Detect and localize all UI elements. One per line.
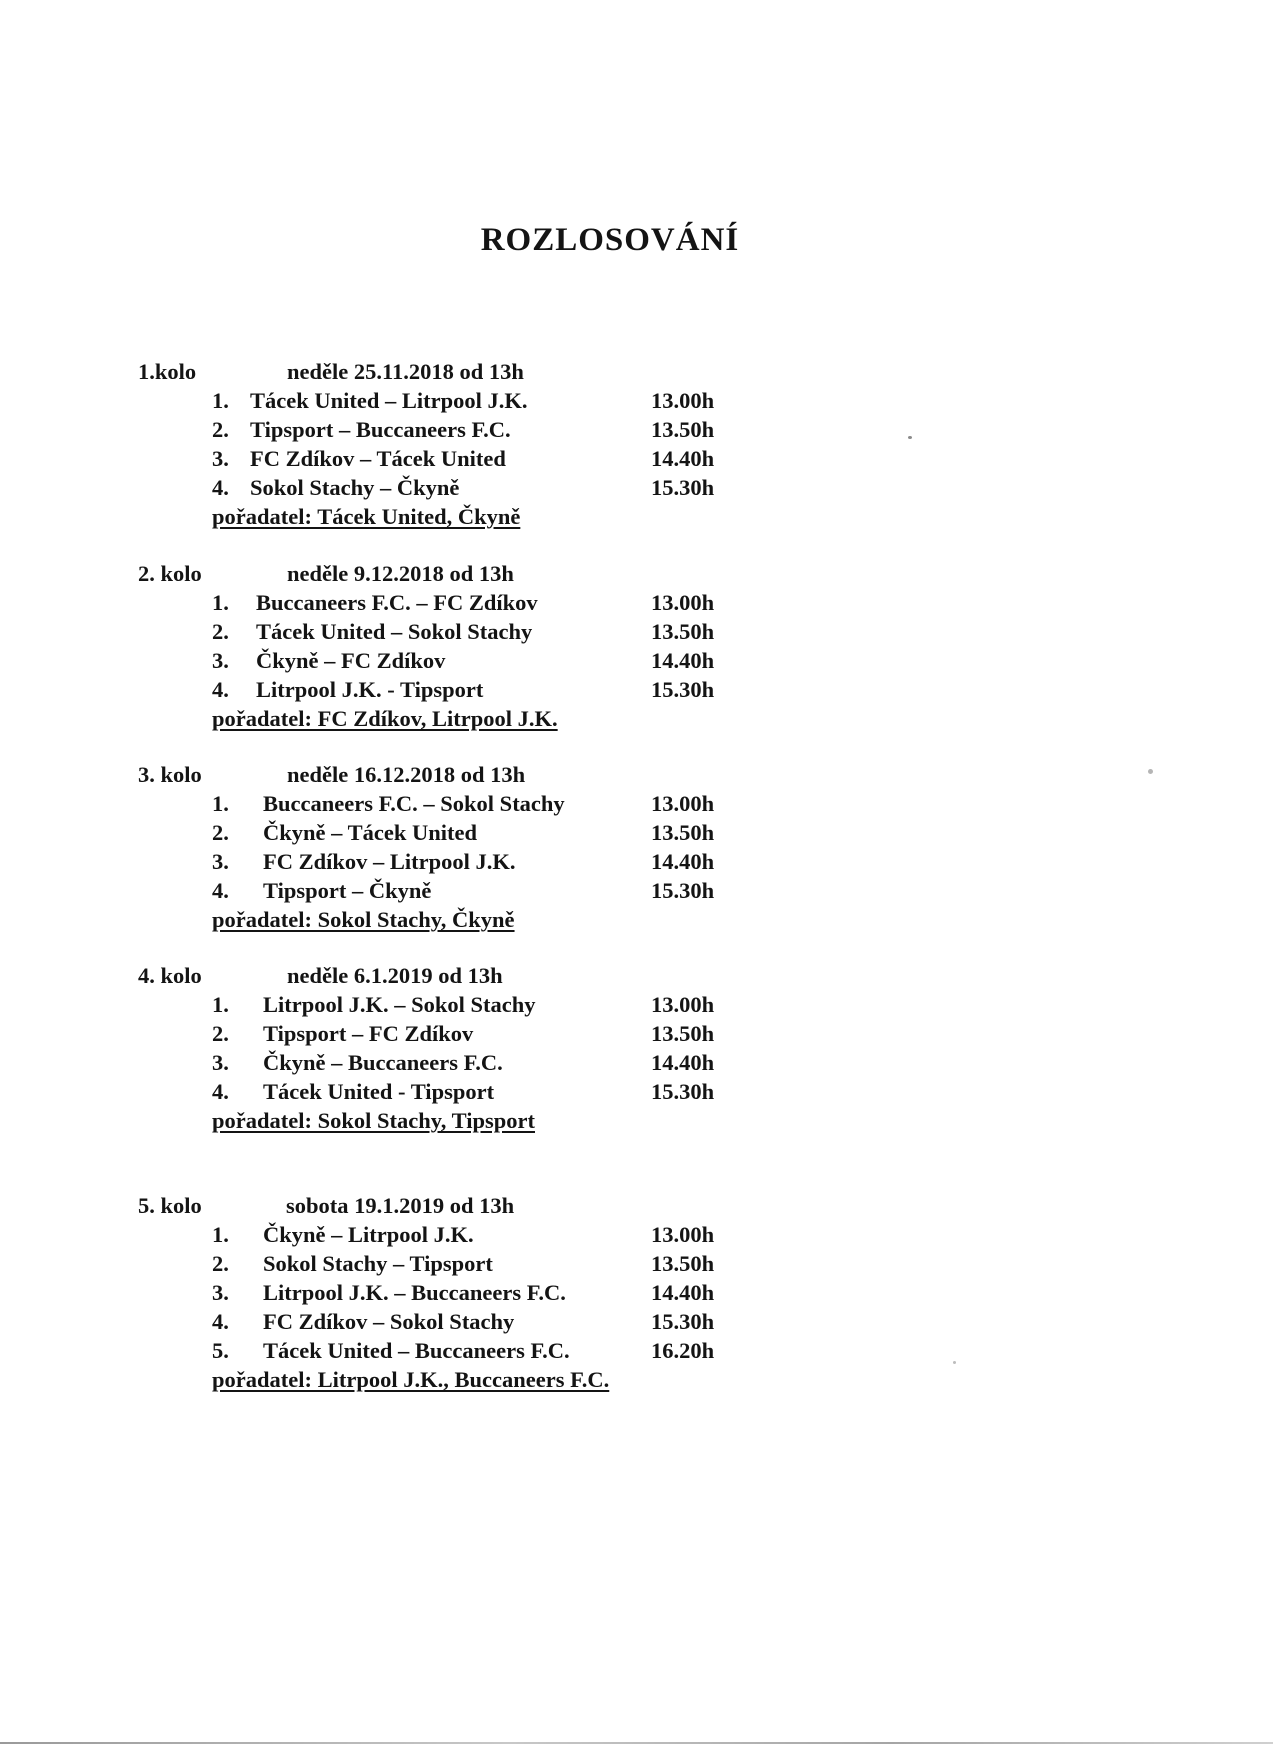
match-number: 3. bbox=[212, 446, 229, 471]
match-teams: Litrpool J.K. - Tipsport bbox=[256, 677, 484, 702]
match-row bbox=[0, 590, 1273, 619]
match-number: 2. bbox=[212, 820, 229, 845]
match-row bbox=[0, 849, 1273, 878]
match-time: 13.00h bbox=[651, 1222, 715, 1247]
round-date: neděle 25.11.2018 od 13h bbox=[287, 359, 524, 384]
match-time: 15.30h bbox=[651, 1079, 715, 1104]
match-time: 13.50h bbox=[651, 820, 715, 845]
match-time: 14.40h bbox=[651, 648, 715, 673]
match-teams: Tipsport – Čkyně bbox=[263, 878, 432, 903]
round-date: neděle 6.1.2019 od 13h bbox=[287, 963, 503, 988]
round-header bbox=[0, 762, 1273, 791]
match-teams: FC Zdíkov – Litrpool J.K. bbox=[263, 849, 516, 874]
match-row bbox=[0, 791, 1273, 820]
organizer-text: pořadatel: FC Zdíkov, Litrpool J.K. bbox=[212, 706, 558, 731]
page-title: ROZLOSOVÁNÍ bbox=[480, 222, 740, 258]
match-row bbox=[0, 388, 1273, 417]
match-number: 5. bbox=[212, 1338, 229, 1363]
match-number: 4. bbox=[212, 475, 229, 500]
match-row bbox=[0, 648, 1273, 677]
scan-edge-line bbox=[0, 1742, 1273, 1744]
match-teams: Sokol Stachy – Čkyně bbox=[250, 475, 460, 500]
scan-speck bbox=[953, 1361, 956, 1364]
match-number: 4. bbox=[212, 1079, 229, 1104]
match-teams: Čkyně – FC Zdíkov bbox=[256, 648, 446, 673]
match-time: 15.30h bbox=[651, 878, 715, 903]
round-label: 4. kolo bbox=[138, 963, 202, 988]
match-time: 13.00h bbox=[651, 992, 715, 1017]
round-label: 3. kolo bbox=[138, 762, 202, 787]
match-time: 13.00h bbox=[651, 590, 715, 615]
match-row bbox=[0, 677, 1273, 706]
round-organizer bbox=[0, 907, 1273, 936]
match-teams: Tácek United – Buccaneers F.C. bbox=[263, 1338, 570, 1363]
match-teams: Tácek United – Litrpool J.K. bbox=[250, 388, 528, 413]
match-row bbox=[0, 446, 1273, 475]
match-teams: Buccaneers F.C. – Sokol Stachy bbox=[263, 791, 565, 816]
match-row bbox=[0, 1021, 1273, 1050]
match-teams: Sokol Stachy – Tipsport bbox=[263, 1251, 493, 1276]
match-teams: Tácek United - Tipsport bbox=[263, 1079, 495, 1104]
match-time: 15.30h bbox=[651, 475, 715, 500]
organizer-text: pořadatel: Sokol Stachy, Čkyně bbox=[212, 907, 515, 932]
match-teams: Čkyně – Tácek United bbox=[263, 820, 477, 845]
match-time: 14.40h bbox=[651, 1280, 715, 1305]
match-number: 4. bbox=[212, 1309, 229, 1334]
round-organizer bbox=[0, 1367, 1273, 1396]
match-row bbox=[0, 1338, 1273, 1367]
match-teams: Litrpool J.K. – Buccaneers F.C. bbox=[263, 1280, 566, 1305]
match-time: 15.30h bbox=[651, 677, 715, 702]
match-time: 13.00h bbox=[651, 791, 715, 816]
match-row bbox=[0, 820, 1273, 849]
match-teams: Tipsport – FC Zdíkov bbox=[263, 1021, 474, 1046]
round-4 bbox=[0, 963, 1273, 1137]
match-number: 4. bbox=[212, 878, 229, 903]
organizer-text: pořadatel: Sokol Stachy, Tipsport bbox=[212, 1108, 535, 1133]
round-2 bbox=[0, 561, 1273, 735]
round-date: sobota 19.1.2019 od 13h bbox=[286, 1193, 515, 1218]
match-time: 13.50h bbox=[651, 417, 715, 442]
round-label: 1.kolo bbox=[138, 359, 197, 384]
match-number: 2. bbox=[212, 619, 229, 644]
match-row bbox=[0, 878, 1273, 907]
organizer-text: pořadatel: Litrpool J.K., Buccaneers F.C. bbox=[212, 1367, 610, 1392]
match-row bbox=[0, 1222, 1273, 1251]
match-teams: Čkyně – Buccaneers F.C. bbox=[263, 1050, 503, 1075]
round-5 bbox=[0, 1193, 1273, 1396]
match-teams: FC Zdíkov – Tácek United bbox=[250, 446, 506, 471]
match-number: 3. bbox=[212, 1050, 229, 1075]
match-time: 13.50h bbox=[651, 619, 715, 644]
match-number: 1. bbox=[212, 992, 229, 1017]
match-number: 3. bbox=[212, 849, 229, 874]
match-row bbox=[0, 1251, 1273, 1280]
round-organizer bbox=[0, 504, 1273, 533]
match-time: 14.40h bbox=[651, 1050, 715, 1075]
match-time: 16.20h bbox=[651, 1338, 715, 1363]
round-header bbox=[0, 359, 1273, 388]
match-time: 15.30h bbox=[651, 1309, 715, 1334]
match-time: 13.00h bbox=[651, 388, 715, 413]
scan-speck bbox=[1148, 769, 1153, 774]
match-number: 3. bbox=[212, 648, 229, 673]
round-header bbox=[0, 1193, 1273, 1222]
match-teams: Litrpool J.K. – Sokol Stachy bbox=[263, 992, 536, 1017]
round-organizer bbox=[0, 1108, 1273, 1137]
match-row bbox=[0, 1280, 1273, 1309]
scan-speck bbox=[908, 436, 912, 439]
match-number: 1. bbox=[212, 1222, 229, 1247]
match-number: 1. bbox=[212, 791, 229, 816]
organizer-text: pořadatel: Tácek United, Čkyně bbox=[212, 504, 521, 529]
match-teams: Tipsport – Buccaneers F.C. bbox=[250, 417, 511, 442]
match-row bbox=[0, 417, 1273, 446]
match-row bbox=[0, 1309, 1273, 1338]
match-teams: Čkyně – Litrpool J.K. bbox=[263, 1222, 474, 1247]
match-number: 2. bbox=[212, 417, 229, 442]
match-row bbox=[0, 1050, 1273, 1079]
round-header bbox=[0, 963, 1273, 992]
match-row bbox=[0, 992, 1273, 1021]
match-time: 14.40h bbox=[651, 849, 715, 874]
match-time: 14.40h bbox=[651, 446, 715, 471]
round-organizer bbox=[0, 706, 1273, 735]
match-number: 1. bbox=[212, 590, 229, 615]
match-row bbox=[0, 619, 1273, 648]
round-label: 2. kolo bbox=[138, 561, 202, 586]
round-date: neděle 9.12.2018 od 13h bbox=[287, 561, 514, 586]
match-teams: Buccaneers F.C. – FC Zdíkov bbox=[256, 590, 538, 615]
round-header bbox=[0, 561, 1273, 590]
round-label: 5. kolo bbox=[138, 1193, 202, 1218]
match-teams: Tácek United – Sokol Stachy bbox=[256, 619, 533, 644]
match-number: 1. bbox=[212, 388, 229, 413]
match-teams: FC Zdíkov – Sokol Stachy bbox=[263, 1309, 515, 1334]
match-time: 13.50h bbox=[651, 1021, 715, 1046]
match-number: 2. bbox=[212, 1251, 229, 1276]
round-1 bbox=[0, 359, 1273, 533]
match-number: 3. bbox=[212, 1280, 229, 1305]
round-3 bbox=[0, 762, 1273, 936]
round-date: neděle 16.12.2018 od 13h bbox=[287, 762, 526, 787]
match-number: 2. bbox=[212, 1021, 229, 1046]
match-row bbox=[0, 475, 1273, 504]
match-time: 13.50h bbox=[651, 1251, 715, 1276]
match-number: 4. bbox=[212, 677, 229, 702]
match-row bbox=[0, 1079, 1273, 1108]
